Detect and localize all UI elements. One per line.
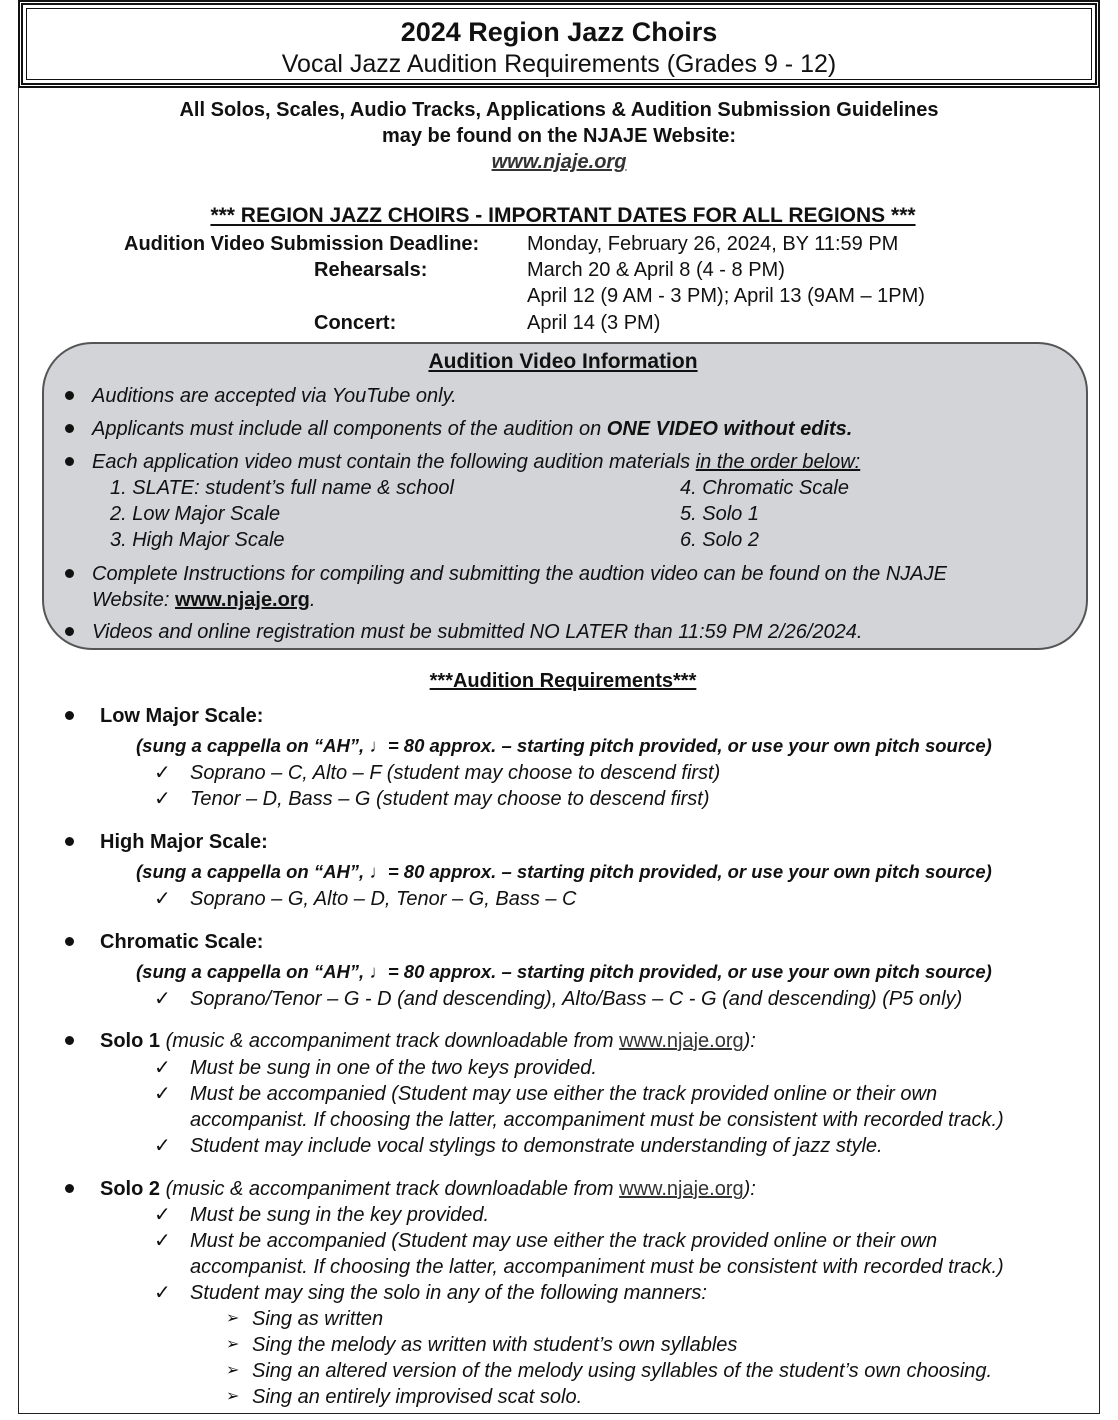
bullet-icon — [65, 937, 74, 946]
solo-2-heading: Solo 2 (music & accompaniment track downloadable from www.njaje.org): — [100, 1178, 756, 1200]
order-item-6: 6. Solo 2 — [680, 529, 759, 551]
njaje-link[interactable]: www.njaje.org — [491, 151, 627, 173]
deadline-label: Audition Video Submission Deadline: — [124, 233, 480, 255]
video-bullet-4: Complete Instructions for compiling and submitting the audtion video can be found on the NJAJE Website: www.njaje.org. — [92, 563, 947, 611]
bullet-icon — [65, 457, 74, 466]
check-item: ✓ Must be accompanied (Student may use either the track provided online or their own accompanist. If choosing the latter, accompaniment must be consistent with recorded track.) — [154, 1230, 1004, 1278]
bullet-icon — [65, 1036, 74, 1045]
intro — [0, 97, 1118, 175]
check-item: ✓ Student may sing the solo in any of the following manners: — [154, 1282, 707, 1304]
check-icon: ✓ — [154, 1230, 171, 1252]
check-icon: ✓ — [154, 788, 171, 810]
video-bullet-1: Auditions are accepted via YouTube only. — [92, 385, 457, 407]
order-item-4: 4. Chromatic Scale — [680, 477, 849, 499]
rehearsals-value-1: March 20 & April 8 (4 - 8 PM) — [527, 259, 785, 281]
order-item-5: 5. Solo 1 — [680, 503, 759, 525]
manner-item: ➢ Sing as written — [226, 1308, 384, 1330]
check-item: ✓ Soprano – C, Alto – F (student may choose to descend first) — [154, 762, 721, 784]
check-icon: ✓ — [154, 1204, 171, 1226]
check-icon: ✓ — [154, 762, 171, 784]
njaje-link[interactable]: www.njaje.org — [619, 1030, 744, 1052]
deadline-value: Monday, February 26, 2024, BY 11:59 PM — [527, 233, 899, 255]
arrow-icon: ➢ — [226, 1336, 240, 1353]
manner-item: ➢ Sing the melody as written with student’s own syllables — [226, 1334, 738, 1356]
check-icon: ✓ — [154, 1135, 171, 1157]
concert-label: Concert: — [314, 312, 397, 334]
pitch-note: (sung a cappella on “AH”, ♩= 80 approx. – starting pitch provided, or use your own pitch source) — [136, 861, 992, 882]
video-info-title: Audition Video Information — [428, 350, 698, 373]
check-item: ✓ Soprano – G, Alto – D, Tenor – G, Bass – C — [154, 888, 577, 910]
arrow-icon: ➢ — [226, 1310, 240, 1327]
video-bullet-2: Applicants must include all components of the audition on ONE VIDEO without edits. — [92, 418, 853, 440]
pitch-note: (sung a cappella on “AH”, ♩= 80 approx. – starting pitch provided, or use your own pitch source) — [136, 735, 992, 756]
bullet-icon — [65, 627, 74, 636]
order-item-1: 1. SLATE: student’s full name & school — [110, 477, 454, 499]
check-item: ✓ Must be sung in the key provided. — [154, 1204, 490, 1226]
page-title: 2024 Region Jazz Choirs — [400, 17, 718, 47]
check-icon: ✓ — [154, 988, 171, 1010]
bullet-icon — [65, 837, 74, 846]
chromatic-scale-label: Chromatic Scale: — [100, 931, 264, 953]
video-bullet-3: Each application video must contain the following audition materials in the order below: — [92, 451, 861, 473]
low-major-scale-label: Low Major Scale: — [100, 705, 264, 727]
check-item: ✓ Soprano/Tenor – G - D (and descending), Alto/Bass – C - G (and descending) (P5 only) — [154, 988, 963, 1010]
intro-line-2: may be found on the NJAJE Website: — [381, 125, 737, 147]
manner-item: ➢ Sing an entirely improvised scat solo. — [226, 1386, 583, 1408]
njaje-link[interactable]: www.njaje.org — [175, 589, 310, 611]
arrow-icon: ➢ — [226, 1362, 240, 1379]
arrow-icon: ➢ — [226, 1388, 240, 1405]
check-item: ✓ Student may include vocal stylings to demonstrate understanding of jazz style. — [154, 1135, 883, 1157]
bullet-icon — [65, 569, 74, 578]
high-major-scale-label: High Major Scale: — [100, 831, 268, 853]
order-item-2: 2. Low Major Scale — [110, 503, 281, 525]
bullet-icon — [65, 711, 74, 720]
njaje-link[interactable]: www.njaje.org — [619, 1178, 744, 1200]
check-icon: ✓ — [154, 888, 171, 910]
video-bullet-5: Videos and online registration must be submitted NO LATER than 11:59 PM 2/26/2024. — [92, 621, 863, 643]
bullet-icon — [65, 391, 74, 400]
concert-value: April 14 (3 PM) — [527, 312, 661, 334]
check-icon: ✓ — [154, 1083, 171, 1105]
check-item: ✓ Tenor – D, Bass – G (student may choose to descend first) — [154, 788, 710, 810]
page-subtitle: Vocal Jazz Audition Requirements (Grades 9 - 12) — [281, 50, 837, 78]
manner-item: ➢ Sing an altered version of the melody using syllables of the student’s own choosing. — [226, 1360, 993, 1382]
rehearsals-value-2: April 12 (9 AM - 3 PM); April 13 (9AM – 1PM) — [527, 285, 925, 307]
check-icon: ✓ — [154, 1282, 171, 1304]
requirements-title: ***Audition Requirements*** — [429, 670, 697, 692]
bullet-icon — [65, 1184, 74, 1193]
check-icon: ✓ — [154, 1057, 171, 1079]
title-box — [18, 0, 1100, 88]
dates-heading: *** REGION JAZZ CHOIRS - IMPORTANT DATES FOR ALL REGIONS *** — [210, 204, 916, 227]
solo-1-heading: Solo 1 (music & accompaniment track downloadable from www.njaje.org): — [100, 1030, 756, 1052]
order-item-3: 3. High Major Scale — [110, 529, 285, 551]
rehearsals-label: Rehearsals: — [314, 259, 428, 281]
intro-line-1: All Solos, Scales, Audio Tracks, Applications & Audition Submission Guidelines — [179, 99, 939, 121]
check-item: ✓ Must be accompanied (Student may use either the track provided online or their own accompanist. If choosing the latter, accompaniment must be consistent with recorded track.) — [154, 1083, 1004, 1131]
bullet-icon — [65, 424, 74, 433]
check-item: ✓ Must be sung in one of the two keys provided. — [154, 1057, 597, 1079]
pitch-note: (sung a cappella on “AH”, ♩= 80 approx. – starting pitch provided, or use your own pitch source) — [136, 961, 992, 982]
